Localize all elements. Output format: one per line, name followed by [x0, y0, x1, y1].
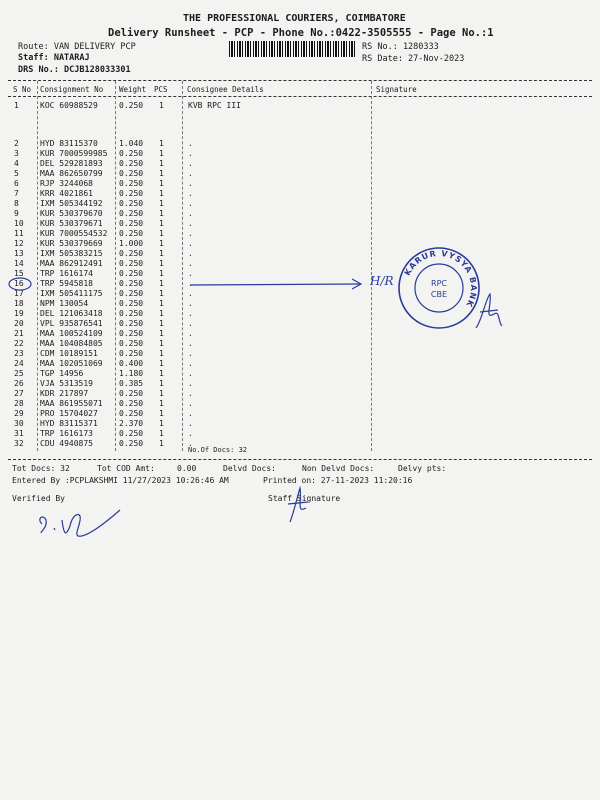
- cell-pcs: 1: [159, 149, 164, 158]
- table-row: [0, 359, 600, 369]
- cell-pcs: 1: [159, 299, 164, 308]
- cell-consignee: .: [188, 329, 193, 338]
- table-row: [0, 149, 600, 159]
- cell-consignment: VJA 5313519: [40, 379, 93, 388]
- cell-consignment: MAA 104084805: [40, 339, 103, 348]
- table-row: [0, 319, 600, 329]
- cell-pcs: 1: [159, 199, 164, 208]
- cell-consignee: .: [188, 379, 193, 388]
- cell-consignee: .: [188, 359, 193, 368]
- barcode: [229, 41, 357, 57]
- non-delvd-docs: Non Delvd Docs:: [302, 464, 375, 473]
- delvd-docs: Delvd Docs:: [223, 464, 276, 473]
- cell-sno: 9: [14, 209, 19, 218]
- cell-consignment: HYD 83115371: [40, 419, 98, 428]
- cell-consignee: .: [188, 239, 193, 248]
- cell-consignment: KUR 530379669: [40, 239, 103, 248]
- cell-sno: 27: [14, 389, 24, 398]
- staff-signature: [284, 486, 312, 526]
- cell-pcs: 1: [159, 289, 164, 298]
- cell-weight: 0.250: [119, 219, 144, 228]
- rs-date: RS Date: 27-Nov-2023: [362, 54, 465, 64]
- cell-weight: 0.385: [119, 379, 144, 388]
- cell-weight: 0.250: [119, 389, 144, 398]
- cell-sno: 19: [14, 309, 24, 318]
- cell-weight: 0.250: [119, 249, 144, 258]
- cell-consignment: RJP 3244068: [40, 179, 93, 188]
- cell-pcs: 1: [159, 309, 164, 318]
- drs-number: DRS No.: DCJB128033301: [18, 65, 131, 75]
- cell-weight: 1.040: [119, 139, 144, 148]
- cell-consignment: MAA 862650799: [40, 169, 103, 178]
- cell-consignee: .: [188, 409, 193, 418]
- table-row: [0, 379, 600, 389]
- cell-consignment: DEL 121063418: [40, 309, 103, 318]
- staff-label: Staff: NATARAJ: [18, 53, 90, 63]
- col-signature: Signature: [376, 85, 417, 94]
- cell-consignment: PRO 15704027: [40, 409, 98, 418]
- col-consignment: Consignment No: [40, 85, 104, 94]
- bank-stamp: [397, 246, 481, 330]
- cell-consignment: MAA 861955071: [40, 399, 103, 408]
- cell-sno: 7: [14, 189, 19, 198]
- cell-weight: 0.250: [119, 439, 144, 448]
- no-of-docs: No.Of Docs: 32: [188, 446, 248, 454]
- cell-consignment: TRP 1616173: [40, 429, 93, 438]
- cell-sno: 1: [14, 101, 19, 110]
- cell-pcs: 1: [159, 249, 164, 258]
- company-title: THE PROFESSIONAL COURIERS, COIMBATORE: [183, 13, 406, 24]
- cell-weight: 0.250: [119, 149, 144, 158]
- runsheet-subtitle: Delivery Runsheet - PCP - Phone No.:0422-3505555 - Page No.:1: [108, 27, 494, 39]
- cell-consignment: DEL 529281893: [40, 159, 103, 168]
- col-weight: Weight: [119, 85, 147, 94]
- cell-sno: 23: [14, 349, 24, 358]
- arrow-mark: [188, 275, 368, 295]
- cell-weight: 0.250: [119, 349, 144, 358]
- cell-consignee: .: [188, 419, 193, 428]
- cell-consignee: .: [188, 189, 193, 198]
- cell-consignee: .: [188, 299, 193, 308]
- cell-sno: 12: [14, 239, 24, 248]
- route-label: Route: VAN DELIVERY PCP: [18, 42, 136, 52]
- cell-consignment: KUR 530379670: [40, 209, 103, 218]
- cell-sno: 28: [14, 399, 24, 408]
- cell-weight: 0.250: [119, 339, 144, 348]
- cell-weight: 0.250: [119, 399, 144, 408]
- cell-pcs: 1: [159, 229, 164, 238]
- cell-sno: 5: [14, 169, 19, 178]
- cell-consignment: KUR 7000554532: [40, 229, 108, 238]
- table-rule-bottom: [8, 459, 592, 460]
- cell-consignee: .: [188, 439, 193, 448]
- cell-sno: 8: [14, 199, 19, 208]
- cell-consignee: .: [188, 259, 193, 268]
- staff-signature-label: Staff Signature: [268, 494, 341, 503]
- table-row: [0, 219, 600, 229]
- table-row: [0, 179, 600, 189]
- cell-sno: 14: [14, 259, 24, 268]
- cell-consignment: TRP 1616174: [40, 269, 93, 278]
- cell-consignee: .: [188, 219, 193, 228]
- table-row: [0, 101, 600, 111]
- cell-sno: 16: [14, 279, 24, 288]
- header-rule-top: [8, 80, 592, 81]
- cell-sno: 24: [14, 359, 24, 368]
- cell-consignee: .: [188, 149, 193, 158]
- cell-pcs: 1: [159, 379, 164, 388]
- table-row: [0, 409, 600, 419]
- tot-docs: Tot Docs: 32: [12, 464, 70, 473]
- table-row: [0, 419, 600, 429]
- cell-consignment: IXM 505411175: [40, 289, 103, 298]
- cell-pcs: 1: [159, 159, 164, 168]
- cell-weight: 0.250: [119, 179, 144, 188]
- table-row: [0, 239, 600, 249]
- cell-pcs: 1: [159, 219, 164, 228]
- cell-consignee: .: [188, 309, 193, 318]
- cell-sno: 2: [14, 139, 19, 148]
- cell-pcs: 1: [159, 179, 164, 188]
- table-row: [0, 209, 600, 219]
- cell-pcs: 1: [159, 399, 164, 408]
- cell-sno: 30: [14, 419, 24, 428]
- table-row: [0, 309, 600, 319]
- cell-weight: 0.250: [119, 429, 144, 438]
- cell-sno: 26: [14, 379, 24, 388]
- cell-weight: 0.250: [119, 101, 144, 110]
- entered-by: Entered By :PCPLAKSHMI 11/27/2023 10:26:46 AM: [12, 476, 229, 485]
- cell-consignment: KOC 60988529: [40, 101, 98, 110]
- cell-pcs: 1: [159, 369, 164, 378]
- cell-consignee: .: [188, 369, 193, 378]
- cell-pcs: 1: [159, 169, 164, 178]
- cell-consignment: VPL 935876541: [40, 319, 103, 328]
- cell-pcs: 1: [159, 419, 164, 428]
- verifier-signature: [34, 506, 124, 542]
- cell-consignment: CDM 10189151: [40, 349, 98, 358]
- cell-consignee: KVB RPC III: [188, 101, 241, 110]
- cell-consignment: KUR 7000599985: [40, 149, 108, 158]
- tot-cod-label: Tot COD Amt:: [97, 464, 155, 473]
- stamp-text: KARUR VYSYA BANK: [402, 248, 479, 309]
- cell-sno: 11: [14, 229, 24, 238]
- verified-by-label: Verified By: [12, 494, 65, 503]
- cell-sno: 6: [14, 179, 19, 188]
- cell-pcs: 1: [159, 339, 164, 348]
- table-row: [0, 429, 600, 439]
- cell-weight: 0.250: [119, 269, 144, 278]
- cell-sno: 20: [14, 319, 24, 328]
- cell-consignment: IXM 505344192: [40, 199, 103, 208]
- cell-weight: 0.250: [119, 299, 144, 308]
- cell-weight: 0.250: [119, 279, 144, 288]
- cell-consignment: KRR 4021861: [40, 189, 93, 198]
- cell-pcs: 1: [159, 101, 164, 110]
- cell-consignment: NPM 130054: [40, 299, 89, 308]
- cell-consignee: .: [188, 229, 193, 238]
- row-circle-mark: [6, 276, 34, 292]
- cell-consignment: MAA 100524109: [40, 329, 103, 338]
- delvy-pts: Delvy pts:: [398, 464, 447, 473]
- cell-pcs: 1: [159, 429, 164, 438]
- cell-consignee: .: [188, 399, 193, 408]
- tot-cod-amount: 0.00: [177, 464, 197, 473]
- table-row: [0, 249, 600, 259]
- cell-consignee: .: [188, 279, 193, 288]
- cell-consignee: .: [188, 269, 193, 278]
- cell-sno: 13: [14, 249, 24, 258]
- table-row: [0, 329, 600, 339]
- cell-consignee: .: [188, 159, 193, 168]
- cell-consignment: MAA 102051069: [40, 359, 103, 368]
- header-rule-bottom: [8, 96, 592, 97]
- cell-sno: 18: [14, 299, 24, 308]
- printed-on: Printed on: 27-11-2023 11:20:16: [263, 476, 413, 485]
- rs-number: RS No.: 1280333: [362, 42, 439, 52]
- cell-consignment: HYD 83115370: [40, 139, 98, 148]
- cell-pcs: 1: [159, 239, 164, 248]
- cell-sno: 10: [14, 219, 24, 228]
- cell-weight: 1.180: [119, 369, 144, 378]
- cell-consignment: TRP 5945818: [40, 279, 93, 288]
- cell-sno: 4: [14, 159, 19, 168]
- cell-weight: 0.250: [119, 259, 144, 268]
- col-pcs: PCS: [154, 85, 168, 94]
- cell-weight: 0.250: [119, 229, 144, 238]
- cell-pcs: 1: [159, 409, 164, 418]
- cell-weight: 2.370: [119, 419, 144, 428]
- table-row: [0, 389, 600, 399]
- cell-sno: 17: [14, 289, 24, 298]
- cell-weight: 0.250: [119, 329, 144, 338]
- cell-sno: 32: [14, 439, 24, 448]
- cell-consignment: KDR 217897: [40, 389, 89, 398]
- cell-consignment: TGP 14956: [40, 369, 84, 378]
- table-row: [0, 339, 600, 349]
- cell-weight: 0.250: [119, 189, 144, 198]
- cell-weight: 0.250: [119, 199, 144, 208]
- cell-consignee: .: [188, 289, 193, 298]
- cell-weight: 0.250: [119, 169, 144, 178]
- cell-consignee: .: [188, 319, 193, 328]
- table-row: [0, 299, 600, 309]
- cell-weight: 0.250: [119, 209, 144, 218]
- table-row: [0, 259, 600, 269]
- cell-pcs: 1: [159, 359, 164, 368]
- cell-consignment: IXM 505383215: [40, 249, 103, 258]
- cell-weight: 0.250: [119, 289, 144, 298]
- cell-weight: 0.250: [119, 409, 144, 418]
- receiver-signature: [472, 290, 504, 334]
- cell-weight: 0.250: [119, 159, 144, 168]
- cell-consignee: .: [188, 389, 193, 398]
- table-row: [0, 159, 600, 169]
- col-consignee: Consignee Details: [187, 85, 264, 94]
- table-row: [0, 169, 600, 179]
- cell-sno: 31: [14, 429, 24, 438]
- table-row: [0, 199, 600, 209]
- table-row: [0, 369, 600, 379]
- cell-consignee: .: [188, 169, 193, 178]
- table-row: [0, 139, 600, 149]
- table-row: [0, 229, 600, 239]
- cell-consignee: .: [188, 349, 193, 358]
- cell-pcs: 1: [159, 209, 164, 218]
- table-row: [0, 399, 600, 409]
- col-sno: S No: [13, 85, 32, 94]
- cell-weight: 0.250: [119, 319, 144, 328]
- cell-weight: 0.400: [119, 359, 144, 368]
- cell-consignment: MAA 862912491: [40, 259, 103, 268]
- cell-pcs: 1: [159, 439, 164, 448]
- cell-consignment: KUR 530379671: [40, 219, 103, 228]
- cell-pcs: 1: [159, 279, 164, 288]
- table-row: [0, 439, 600, 449]
- cell-consignee: .: [188, 339, 193, 348]
- cell-sno: 21: [14, 329, 24, 338]
- cell-consignee: .: [188, 199, 193, 208]
- cell-pcs: 1: [159, 329, 164, 338]
- cell-consignee: .: [188, 179, 193, 188]
- cell-sno: 3: [14, 149, 19, 158]
- cell-sno: 15: [14, 269, 24, 278]
- cell-pcs: 1: [159, 319, 164, 328]
- stamp-center-line2: CBE: [430, 290, 448, 299]
- cell-consignee: .: [188, 249, 193, 258]
- cell-pcs: 1: [159, 259, 164, 268]
- cell-pcs: 1: [159, 139, 164, 148]
- cell-sno: 22: [14, 339, 24, 348]
- cell-consignment: CDU 4940875: [40, 439, 93, 448]
- table-row: [0, 189, 600, 199]
- cell-consignee: .: [188, 209, 193, 218]
- cell-consignee: .: [188, 139, 193, 148]
- cell-weight: 1.000: [119, 239, 144, 248]
- cell-sno: 29: [14, 409, 24, 418]
- table-row: [0, 349, 600, 359]
- cell-pcs: 1: [159, 349, 164, 358]
- cell-weight: 0.250: [119, 309, 144, 318]
- cell-sno: 25: [14, 369, 24, 378]
- cell-pcs: 1: [159, 189, 164, 198]
- cell-pcs: 1: [159, 269, 164, 278]
- cell-pcs: 1: [159, 389, 164, 398]
- cell-consignee: .: [188, 429, 193, 438]
- stamp-center-line1: RPC: [431, 279, 447, 288]
- hr-annotation: H/R: [370, 274, 394, 288]
